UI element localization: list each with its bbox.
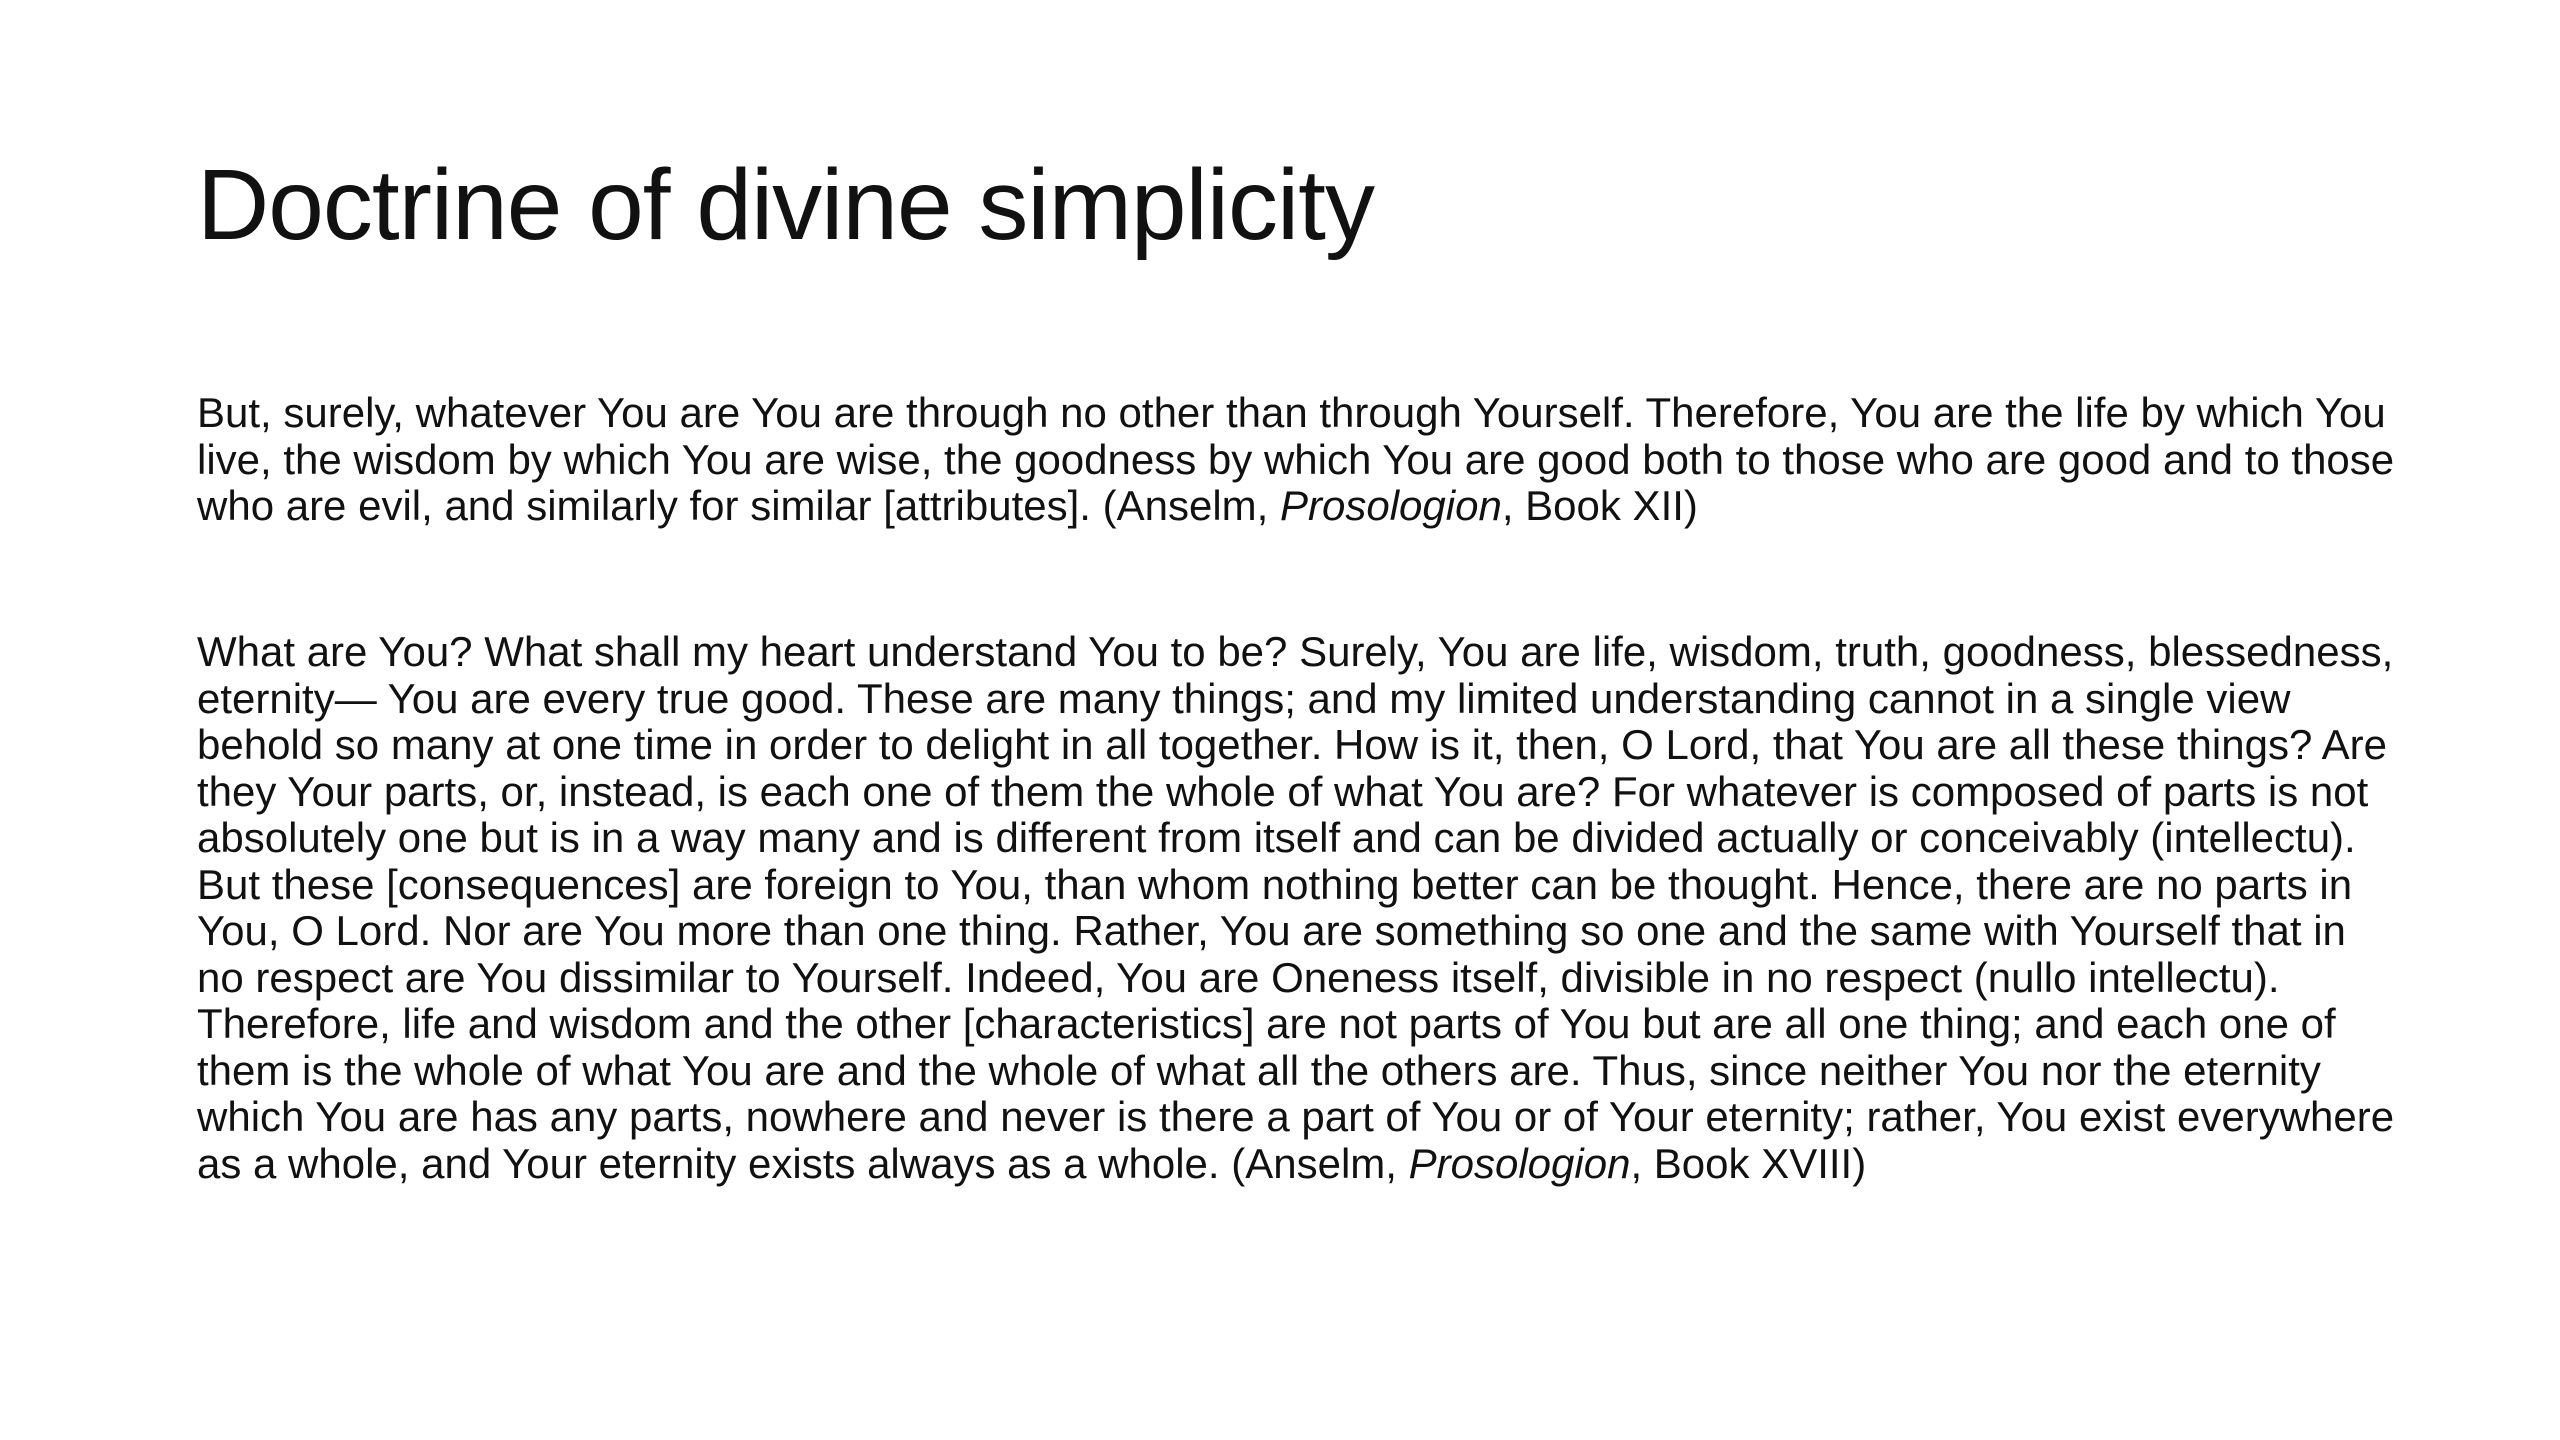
quote-2-text: What are You? What shall my heart understand You to be? Surely, You are life, wisdom, truth, goodness, blessedness, eternity— You are every true good. These are many things; and my limited understanding cannot in a single view behold so many at one time in order to delight in all together. How is it, then, O Lord, that You are all these things? Are they Your parts, or, instead, is each one of them the whole of what You are? For whatever is composed of parts is not absolutely one but is in a way many and is different from itself and can be divided actually or conceivably (intellectu). But these [consequences] are foreign to You, than whom nothing better can be thought. Hence, there are no parts in You, O Lord. Nor are You more than one thing. Rather, You are something so one and the same with Yourself that in no respect are You dissimilar to Yourself. Indeed, You are Oneness itself, divisible in no respect (nullo intellectu). Therefore, life and wisdom and the other [characteristics] are not parts of You but are all one thing; and each one of them is the whole of what You are and the whole of what all the others are. Thus, since neither You nor the eternity which You are has any parts, nowhere and never is there a part of You or of Your eternity; rather, You exist everywhere as a whole, and Your eternity exists always as a whole. (Anselm, [197, 628, 2395, 1187]
quote-paragraph-1 [197, 390, 2397, 530]
quote-2-cited-work: Prosologion [1408, 1139, 1631, 1187]
quote-1-citation-tail: , Book XII) [1501, 482, 1698, 529]
quote-2-citation-tail: , Book XVIII) [1630, 1139, 1867, 1187]
quote-1-text: But, surely, whatever You are You are through no other than through Yourself. Therefore, You are the life by which You live, the wisdom by which You are wise, the goodness by which You are good both to those who are good and to those who are evil, and similarly for similar [attributes]. (Anselm, [197, 389, 2395, 529]
quote-1-cited-work: Prosologion [1280, 482, 1502, 529]
slide-title: Doctrine of divine simplicity [197, 149, 1374, 261]
quote-paragraph-2 [197, 629, 2397, 1187]
